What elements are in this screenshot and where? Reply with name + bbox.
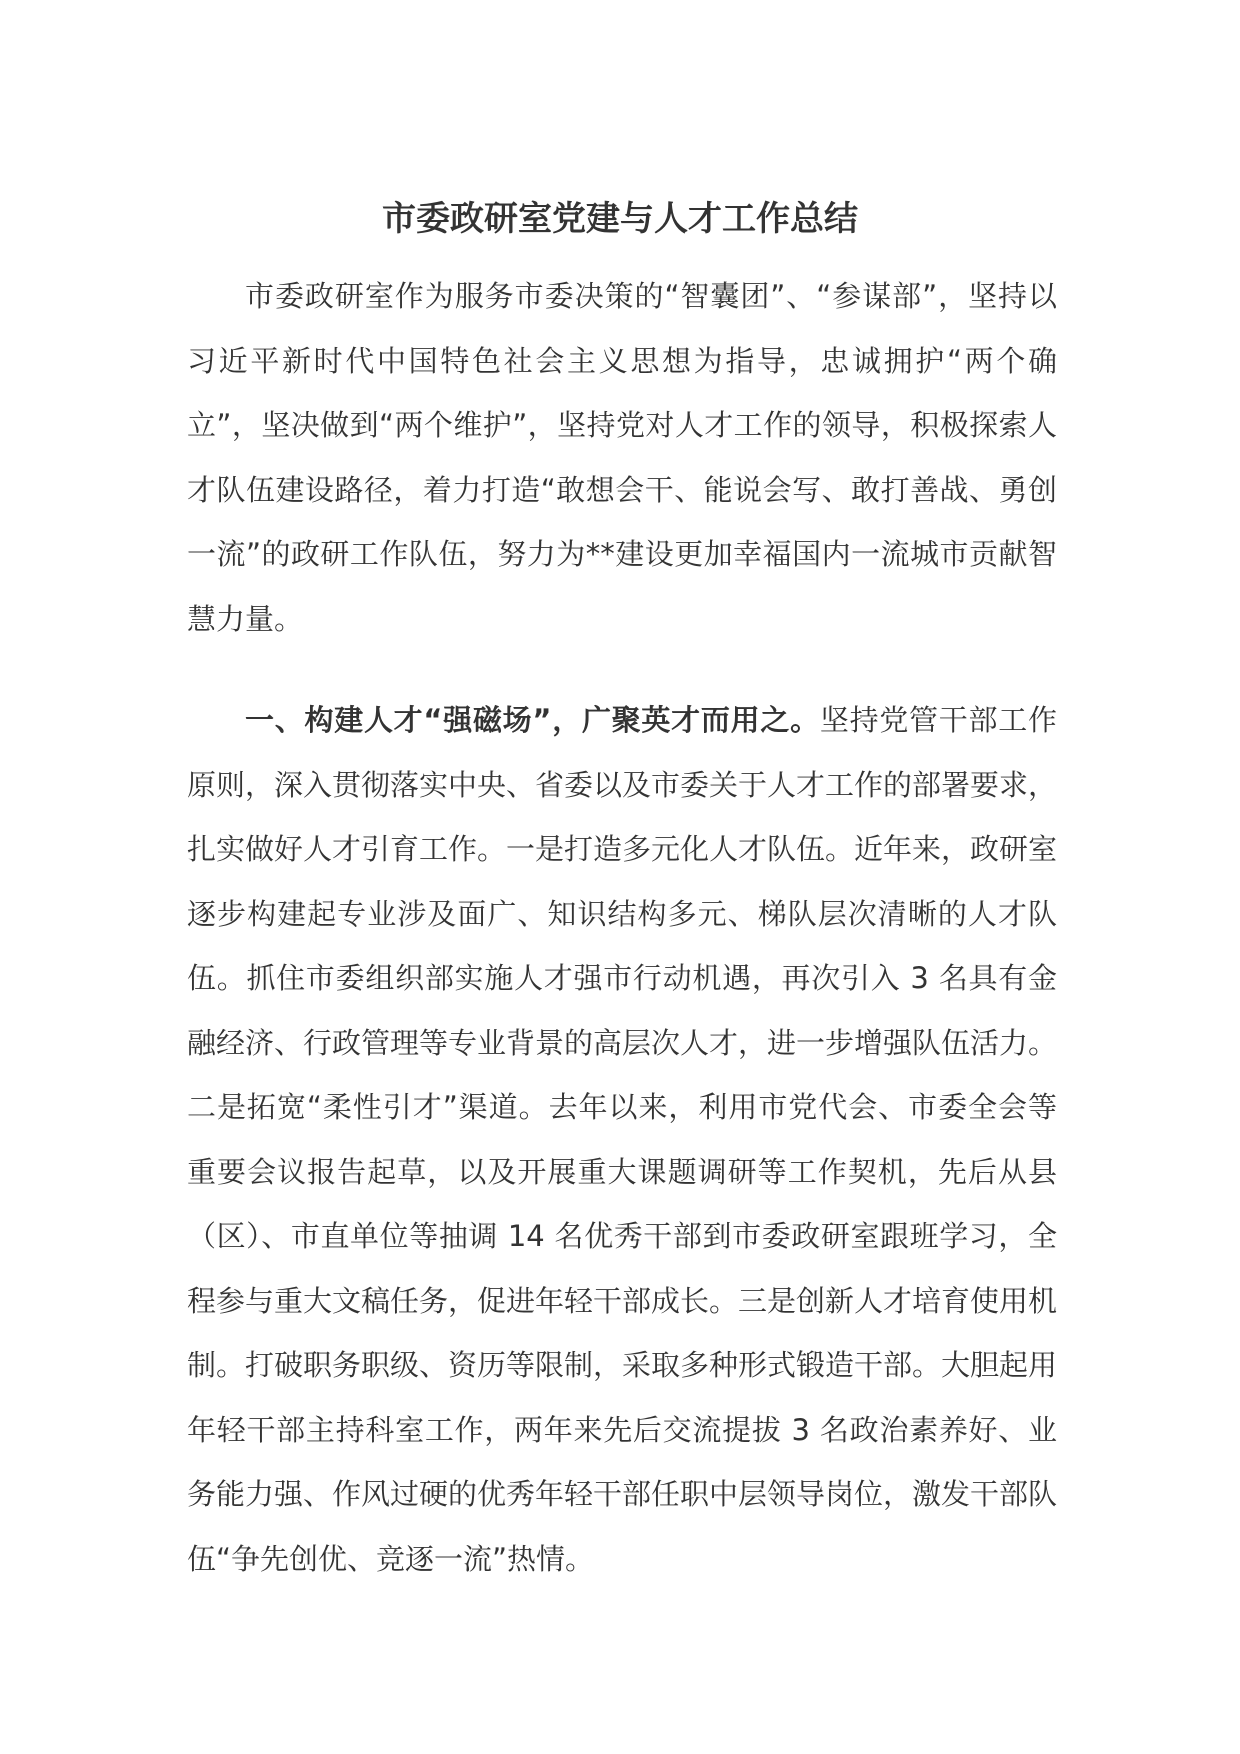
paragraph-text: 市委政研室作为服务市委决策的“智囊团”、“参谋部”，坚持以习近平新时代中国特色社会主义思想为指导，忠诚拥护“两个确立”，坚决做到“两个维护”，坚持党对人才工作的领导，积极探索人才队伍建设路径，着力打造“敢想会干、能说会写、敢打善战、勇创一流”的政研工作队伍，努力为**建设更加幸福国内一流城市贡献智慧力量。 xyxy=(187,279,1057,636)
section-one-heading: 一、构建人才“强磁场”，广聚英才而用之。 xyxy=(245,703,820,737)
intro-paragraph xyxy=(187,264,1057,651)
document-body xyxy=(187,264,1057,1591)
document-title: 市委政研室党建与人才工作总结 xyxy=(382,198,858,239)
section-one-text: 坚持党管干部工作原则，深入贯彻落实中央、省委以及市委关于人才工作的部署要求，扎实做好人才引育工作。一是打造多元化人才队伍。近年来，政研室逐步构建起专业涉及面广、知识结构多元、梯队层次清晰的人才队伍。抓住市委组织部实施人才强市行动机遇，再次引入 3 名具有金融经济、行政管理等专业背景的高层次人才，进一步增强队伍活力。二是拓宽“柔性引才”渠道。去年以来，利用市党代会、市委全会等重要会议报告起草，以及开展重大课题调研等工作契机，先后从县（区）、市直单位等抽调 14 名优秀干部到市委政研室跟班学习，全程参与重大文稿任务，促进年轻干部成长。三是创新人才培育使用机制。打破职务职级、资历等限制，采取多种形式锻造干部。大胆起用年轻干部主持科室工作，两年来先后交流提拔 3 名政治素养好、业务能力强、作风过硬的优秀年轻干部任职中层领导岗位，激发干部队伍“争先创优、竞逐一流”热情。 xyxy=(187,703,1058,1576)
section-one-paragraph xyxy=(187,688,1057,1591)
